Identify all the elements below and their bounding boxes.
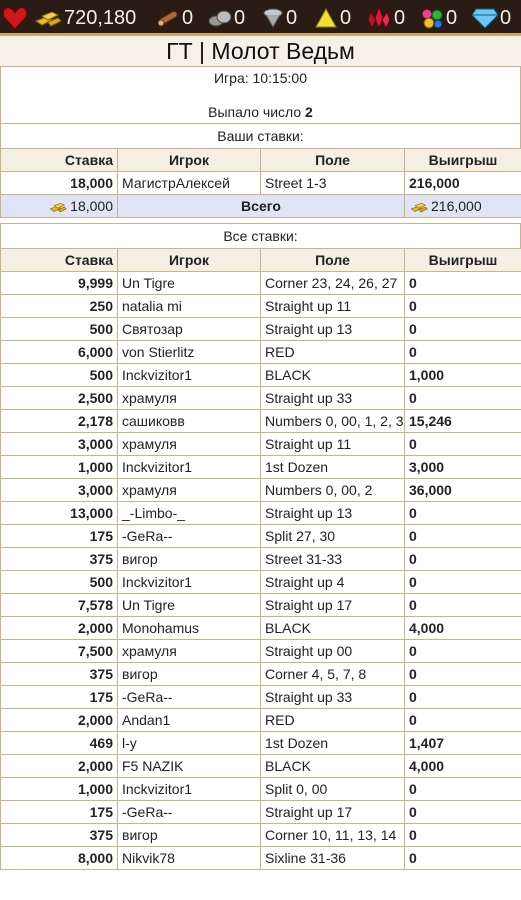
- table-row: [1, 824, 521, 847]
- total-win: 216,000: [431, 197, 482, 214]
- bet-stake: 2,000: [1, 617, 118, 640]
- bet-stake: 2,000: [1, 709, 118, 732]
- bet-player[interactable]: Un Tigre: [118, 594, 261, 617]
- bet-stake: 8,000: [1, 847, 118, 870]
- drawn-number-label: Выпало число: [208, 104, 306, 120]
- header-stake: Ставка: [1, 149, 118, 172]
- bet-field: 1st Dozen: [261, 732, 405, 755]
- table-row: [1, 571, 521, 594]
- bet-win: 0: [405, 594, 521, 617]
- gold-value: 720,180: [64, 6, 137, 29]
- header-win: Выигрыш: [405, 149, 521, 172]
- bet-win: 0: [405, 272, 521, 295]
- bet-field: Corner 4, 5, 7, 8: [261, 663, 405, 686]
- bet-field: Split 27, 30: [261, 525, 405, 548]
- bet-win: 0: [405, 502, 521, 525]
- my-bets-header-row: [1, 149, 521, 172]
- resource-stone[interactable]: [208, 0, 245, 36]
- bet-win: 4,000: [405, 755, 521, 778]
- bet-stake: 500: [1, 318, 118, 341]
- table-row: [1, 732, 521, 755]
- gems-icon: [420, 7, 444, 29]
- my-bets-caption: Ваши ставки:: [0, 123, 521, 149]
- all-bets-table: [0, 248, 521, 870]
- bet-field: Straight up 17: [261, 594, 405, 617]
- total-stake-cell: [1, 195, 118, 218]
- bet-player[interactable]: храмуля: [118, 433, 261, 456]
- resource-diamond[interactable]: [472, 0, 511, 36]
- bet-stake: 1,000: [1, 456, 118, 479]
- bet-stake: 375: [1, 824, 118, 847]
- gold-icon: [34, 7, 62, 29]
- bet-stake: 13,000: [1, 502, 118, 525]
- diamond-icon: [472, 7, 498, 29]
- bet-win: 0: [405, 525, 521, 548]
- table-row: [1, 686, 521, 709]
- bet-win: 0: [405, 433, 521, 456]
- cloth-icon: [262, 7, 284, 29]
- bet-player[interactable]: Un Tigre: [118, 272, 261, 295]
- table-row: [1, 295, 521, 318]
- bet-win: 0: [405, 387, 521, 410]
- crystal-icon: [366, 6, 392, 30]
- bet-field: BLACK: [261, 364, 405, 387]
- header-win: Выигрыш: [405, 249, 521, 272]
- bet-win: 1,000: [405, 364, 521, 387]
- header-field: Поле: [261, 149, 405, 172]
- bet-win: 36,000: [405, 479, 521, 502]
- bet-stake: 469: [1, 732, 118, 755]
- bet-field: Split 0, 00: [261, 778, 405, 801]
- sulfur-icon: [314, 7, 338, 29]
- bet-field: Straight up 17: [261, 801, 405, 824]
- bet-player[interactable]: Inckvizitor1: [118, 778, 261, 801]
- bet-stake: 250: [1, 295, 118, 318]
- bet-player[interactable]: _-Limbo-_: [118, 502, 261, 525]
- all-bets-body: [1, 272, 521, 870]
- header-player: Игрок: [118, 149, 261, 172]
- table-row: [1, 318, 521, 341]
- stone-icon: [208, 7, 232, 29]
- bet-win: 0: [405, 318, 521, 341]
- drawn-number: 2: [305, 104, 313, 120]
- all-bets-header-row: [1, 249, 521, 272]
- bet-field: Straight up 33: [261, 387, 405, 410]
- bet-player[interactable]: Inckvizitor1: [118, 571, 261, 594]
- bet-win: 0: [405, 341, 521, 364]
- table-row: [1, 594, 521, 617]
- bet-field: Straight up 13: [261, 318, 405, 341]
- bet-stake: 2,000: [1, 755, 118, 778]
- sulfur-value: 0: [340, 6, 352, 29]
- table-row: [1, 525, 521, 548]
- bet-stake: 1,000: [1, 778, 118, 801]
- all-bets-caption: Все ставки:: [0, 223, 521, 249]
- heart-icon: [2, 5, 28, 31]
- bet-stake: 3,000: [1, 433, 118, 456]
- my-bet-stake: 18,000: [1, 172, 118, 195]
- bet-stake: 375: [1, 663, 118, 686]
- table-row: [1, 801, 521, 824]
- bet-stake: 2,500: [1, 387, 118, 410]
- resource-gems[interactable]: [420, 0, 457, 36]
- bet-player[interactable]: Monohamus: [118, 617, 261, 640]
- diamond-value: 0: [500, 6, 512, 29]
- bet-field: Sixline 31-36: [261, 847, 405, 870]
- bet-stake: 6,000: [1, 341, 118, 364]
- gold-icon: [409, 200, 429, 214]
- gold-icon: [48, 200, 68, 214]
- my-bet-win: 216,000: [405, 172, 521, 195]
- total-stake: 18,000: [70, 197, 113, 214]
- bet-player[interactable]: храмуля: [118, 387, 261, 410]
- bet-player[interactable]: Inckvizitor1: [118, 456, 261, 479]
- total-label: Всего: [118, 195, 405, 218]
- cloth-value: 0: [286, 6, 298, 29]
- bet-player[interactable]: -GeRa--: [118, 801, 261, 824]
- bet-field: Numbers 0, 00, 2: [261, 479, 405, 502]
- bet-stake: 500: [1, 571, 118, 594]
- header-stake: Ставка: [1, 249, 118, 272]
- bet-player[interactable]: von Stierlitz: [118, 341, 261, 364]
- bet-field: Straight up 11: [261, 433, 405, 456]
- header-field: Поле: [261, 249, 405, 272]
- bet-player[interactable]: -GeRa--: [118, 525, 261, 548]
- bet-field: Straight up 4: [261, 571, 405, 594]
- table-row: [1, 755, 521, 778]
- bet-player[interactable]: сашиковв: [118, 410, 261, 433]
- bet-field: Street 31-33: [261, 548, 405, 571]
- bet-player[interactable]: вигор: [118, 663, 261, 686]
- bet-win: 0: [405, 801, 521, 824]
- bet-player[interactable]: храмуля: [118, 640, 261, 663]
- bet-player[interactable]: Andan1: [118, 709, 261, 732]
- bet-win: 3,000: [405, 456, 521, 479]
- bet-win: 0: [405, 709, 521, 732]
- bet-field: Straight up 33: [261, 686, 405, 709]
- bet-field: 1st Dozen: [261, 456, 405, 479]
- my-bets-total-row: [1, 195, 521, 218]
- bet-field: RED: [261, 709, 405, 732]
- bet-stake: 7,578: [1, 594, 118, 617]
- bet-field: RED: [261, 341, 405, 364]
- bet-win: 0: [405, 847, 521, 870]
- table-row: [1, 479, 521, 502]
- bet-win: 0: [405, 824, 521, 847]
- bet-field: BLACK: [261, 755, 405, 778]
- wood-icon: [156, 7, 180, 29]
- bet-field: Straight up 13: [261, 502, 405, 525]
- table-row: [1, 456, 521, 479]
- bet-win: 15,246: [405, 410, 521, 433]
- gems-value: 0: [446, 6, 458, 29]
- bet-win: 0: [405, 571, 521, 594]
- table-row: [1, 778, 521, 801]
- bet-player[interactable]: Inckvizitor1: [118, 364, 261, 387]
- crystal-value: 0: [394, 6, 406, 29]
- table-row: [1, 548, 521, 571]
- bet-stake: 375: [1, 548, 118, 571]
- bet-stake: 175: [1, 686, 118, 709]
- table-row: [1, 663, 521, 686]
- bet-win: 0: [405, 548, 521, 571]
- bet-win: 0: [405, 778, 521, 801]
- bet-stake: 9,999: [1, 272, 118, 295]
- bet-player[interactable]: F5 NAZIK: [118, 755, 261, 778]
- bet-stake: 175: [1, 525, 118, 548]
- drawn-number-line: [1, 104, 520, 120]
- table-row: [1, 640, 521, 663]
- bet-win: 0: [405, 663, 521, 686]
- table-row: [1, 341, 521, 364]
- bet-stake: 2,178: [1, 410, 118, 433]
- my-bet-field: Street 1-3: [261, 172, 405, 195]
- bet-win: 4,000: [405, 617, 521, 640]
- bet-field: Corner 23, 24, 26, 27: [261, 272, 405, 295]
- total-win-cell: [405, 195, 521, 218]
- bet-field: Numbers 0, 00, 1, 2, 3: [261, 410, 405, 433]
- bet-win: 0: [405, 640, 521, 663]
- my-bets-table: [0, 148, 521, 218]
- table-row: [1, 847, 521, 870]
- bet-player[interactable]: храмуля: [118, 479, 261, 502]
- bet-stake: 175: [1, 801, 118, 824]
- table-row: [1, 709, 521, 732]
- header-player: Игрок: [118, 249, 261, 272]
- bet-win: 0: [405, 686, 521, 709]
- wood-value: 0: [182, 6, 194, 29]
- bet-field: Corner 10, 11, 13, 14: [261, 824, 405, 847]
- bet-player[interactable]: вигор: [118, 824, 261, 847]
- bet-player[interactable]: вигор: [118, 548, 261, 571]
- table-row: [1, 272, 521, 295]
- bet-field: Straight up 11: [261, 295, 405, 318]
- my-bet-row: [1, 172, 521, 195]
- game-info: [0, 66, 521, 124]
- my-bet-player[interactable]: МагистрАлексей: [118, 172, 261, 195]
- bet-win: 0: [405, 295, 521, 318]
- bet-stake: 500: [1, 364, 118, 387]
- bet-field: BLACK: [261, 617, 405, 640]
- resource-bar: [0, 0, 521, 36]
- resource-sulfur[interactable]: [314, 0, 351, 36]
- resource-wood[interactable]: [156, 0, 193, 36]
- resource-gold[interactable]: [34, 0, 136, 36]
- bet-stake: 7,500: [1, 640, 118, 663]
- bet-player[interactable]: Nikvik78: [118, 847, 261, 870]
- stone-value: 0: [234, 6, 246, 29]
- bet-player[interactable]: Святозар: [118, 318, 261, 341]
- bet-win: 1,407: [405, 732, 521, 755]
- game-time: Игра: 10:15:00: [213, 70, 308, 86]
- bet-player[interactable]: natalia mi: [118, 295, 261, 318]
- bet-stake: 3,000: [1, 479, 118, 502]
- table-row: [1, 364, 521, 387]
- page-title: ГТ | Молот Ведьм: [0, 36, 521, 67]
- table-row: [1, 617, 521, 640]
- table-row: [1, 387, 521, 410]
- table-row: [1, 502, 521, 525]
- table-row: [1, 410, 521, 433]
- resource-crystal[interactable]: [366, 0, 405, 36]
- table-row: [1, 433, 521, 456]
- resource-cloth[interactable]: [262, 0, 297, 36]
- resource-health[interactable]: [2, 0, 28, 36]
- bet-player[interactable]: -GeRa--: [118, 686, 261, 709]
- bet-field: Straight up 00: [261, 640, 405, 663]
- bet-player[interactable]: l-y: [118, 732, 261, 755]
